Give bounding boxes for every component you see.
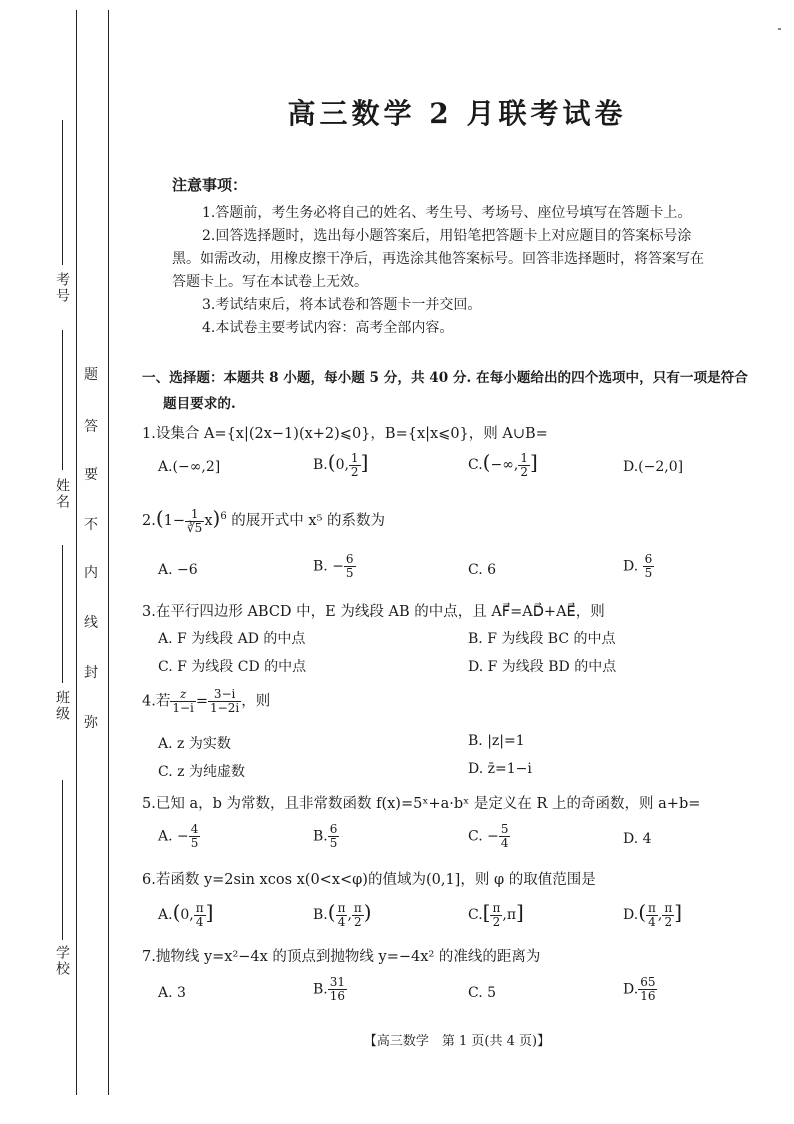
question-4-option-a: A. z 为实数 xyxy=(158,736,231,752)
question-7-option-a: A. 3 xyxy=(158,985,186,1001)
question-5-option-a: A. − $\frac{4}{5}$ xyxy=(158,822,199,850)
question-2-option-c: C. 6 xyxy=(468,562,497,578)
binding-line-left xyxy=(76,10,77,1095)
question-7-option-b: B. $\frac{31}{16}$ xyxy=(313,975,346,1003)
question-1-option-d: D.(−2,0] xyxy=(623,459,684,475)
seal-char: 内 xyxy=(84,565,98,581)
question-4-option-b: B. |z|=1 xyxy=(468,733,525,749)
notice-line: 答题卡上。写在本试卷上无效。 xyxy=(172,274,368,290)
notice-line: 1.答题前，考生务必将自己的姓名、考生号、考场号、座位号填写在答题卡上。 xyxy=(202,205,692,221)
page-title: 高三数学 2 月联考试卷 xyxy=(287,97,627,130)
question-7-option-c: C. 5 xyxy=(468,985,497,1001)
section-header: 一、选择题：本题共 8 小题，每小题 5 分，共 40 分. 在每小题给出的四个选项中，只有一项是符合 xyxy=(142,370,748,386)
page-footer: 【高三数学 第 1 页(共 4 页)】 xyxy=(363,1034,551,1049)
question-7-option-d: D. $\frac{65}{16}$ xyxy=(623,975,656,1003)
question-1-option-c: C.(−∞, $\frac{1}{2}$ ] xyxy=(468,450,538,479)
question-1-option-b: B.(0, $\frac{1}{2}$ ] xyxy=(313,450,369,479)
question-6-option-b: B.( $\frac{\pi}{4}$ , $\frac{\pi}{2}$ ) xyxy=(313,900,372,929)
name-field xyxy=(62,330,63,470)
name-label: 姓名 xyxy=(54,478,70,510)
question-2-option-d: D. $\frac{6}{5}$ xyxy=(623,552,653,580)
notice-line: 黑。如需改动，用橡皮擦干净后，再选涂其他答案标号。回答非选择题时，将答案写在 xyxy=(172,251,704,267)
scan-speck xyxy=(778,28,781,30)
exam-no-label: 考号 xyxy=(54,272,70,304)
seal-char: 线 xyxy=(84,615,98,631)
question-2-stem: 2.(1− $\frac{1}{∛5}$ x)$^6$ 的展开式中 x⁵ 的系数为 xyxy=(142,506,386,535)
school-field xyxy=(62,780,63,940)
question-4-option-c: C. z 为纯虚数 xyxy=(158,764,245,780)
question-5-option-b: B. $\frac{6}{5}$ xyxy=(313,822,338,850)
binding-line-right xyxy=(108,10,109,1095)
question-3-stem: 3.在平行四边形 ABCD 中，E 为线段 AB 的中点，且 AF⃗=AD⃗+AE⃗，则 xyxy=(142,604,605,620)
question-2-option-a: A. −6 xyxy=(158,562,198,578)
notice-line: 2.回答选择题时，选出每小题答案后，用铅笔把答题卡上对应题目的答案标号涂 xyxy=(202,228,692,244)
question-6-option-a: A.(0, $\frac{\pi}{4}$ ] xyxy=(158,900,214,929)
seal-char: 要 xyxy=(84,467,98,483)
question-6-option-d: D.( $\frac{\pi}{4}$ , $\frac{\pi}{2}$ ] xyxy=(623,900,683,929)
notice-heading: 注意事项： xyxy=(172,176,248,194)
class-label: 班级 xyxy=(54,690,70,722)
question-4-stem: 4.若 $\frac{z}{1-i}$ = $\frac{3-i}{1-2i}$ ，则 xyxy=(142,687,271,715)
seal-char: 不 xyxy=(84,517,98,533)
seal-char: 题 xyxy=(84,367,98,383)
section-header-cont: 题目要求的. xyxy=(163,396,236,412)
class-field xyxy=(62,545,63,683)
question-7-stem: 7.抛物线 y=x²−4x 的顶点到抛物线 y=−4x² 的准线的距离为 xyxy=(142,949,541,965)
question-3-option-d: D. F 为线段 BD 的中点 xyxy=(468,659,617,675)
seal-char: 答 xyxy=(84,419,98,435)
question-3-option-a: A. F 为线段 AD 的中点 xyxy=(158,631,306,647)
question-5-option-d: D. 4 xyxy=(623,831,652,847)
question-6-stem: 6.若函数 y=2sin xcos x(0<x<φ)的值域为(0,1]，则 φ 的取值范围是 xyxy=(142,872,596,888)
school-label: 学校 xyxy=(54,945,70,977)
question-1-option-a: A.(−∞,2] xyxy=(158,459,221,475)
seal-char: 封 xyxy=(84,665,98,681)
exam-no-field xyxy=(62,120,63,265)
question-4-option-d: D. z̄=1−i xyxy=(468,761,532,777)
seal-char: 弥 xyxy=(84,715,98,731)
question-1-stem: 1.设集合 A={x|(2x−1)(x+2)⩽0}，B={x|x⩽0}，则 A∪B= xyxy=(142,426,548,442)
question-2-option-b: B. − $\frac{6}{5}$ xyxy=(313,552,354,580)
question-3-option-b: B. F 为线段 BC 的中点 xyxy=(468,631,616,647)
question-5-stem: 5.已知 a，b 为常数，且非常数函数 f(x)=5ˣ+a·bˣ 是定义在 R 上的奇函数，则 a+b= xyxy=(142,796,701,812)
question-5-option-c: C. − $\frac{5}{4}$ xyxy=(468,822,509,850)
notice-line: 4.本试卷主要考试内容：高考全部内容。 xyxy=(202,320,454,336)
question-3-option-c: C. F 为线段 CD 的中点 xyxy=(158,659,307,675)
notice-line: 3.考试结束后，将本试卷和答题卡一并交回。 xyxy=(202,297,482,313)
question-6-option-c: C.[ $\frac{\pi}{2}$ ,π] xyxy=(468,900,524,929)
